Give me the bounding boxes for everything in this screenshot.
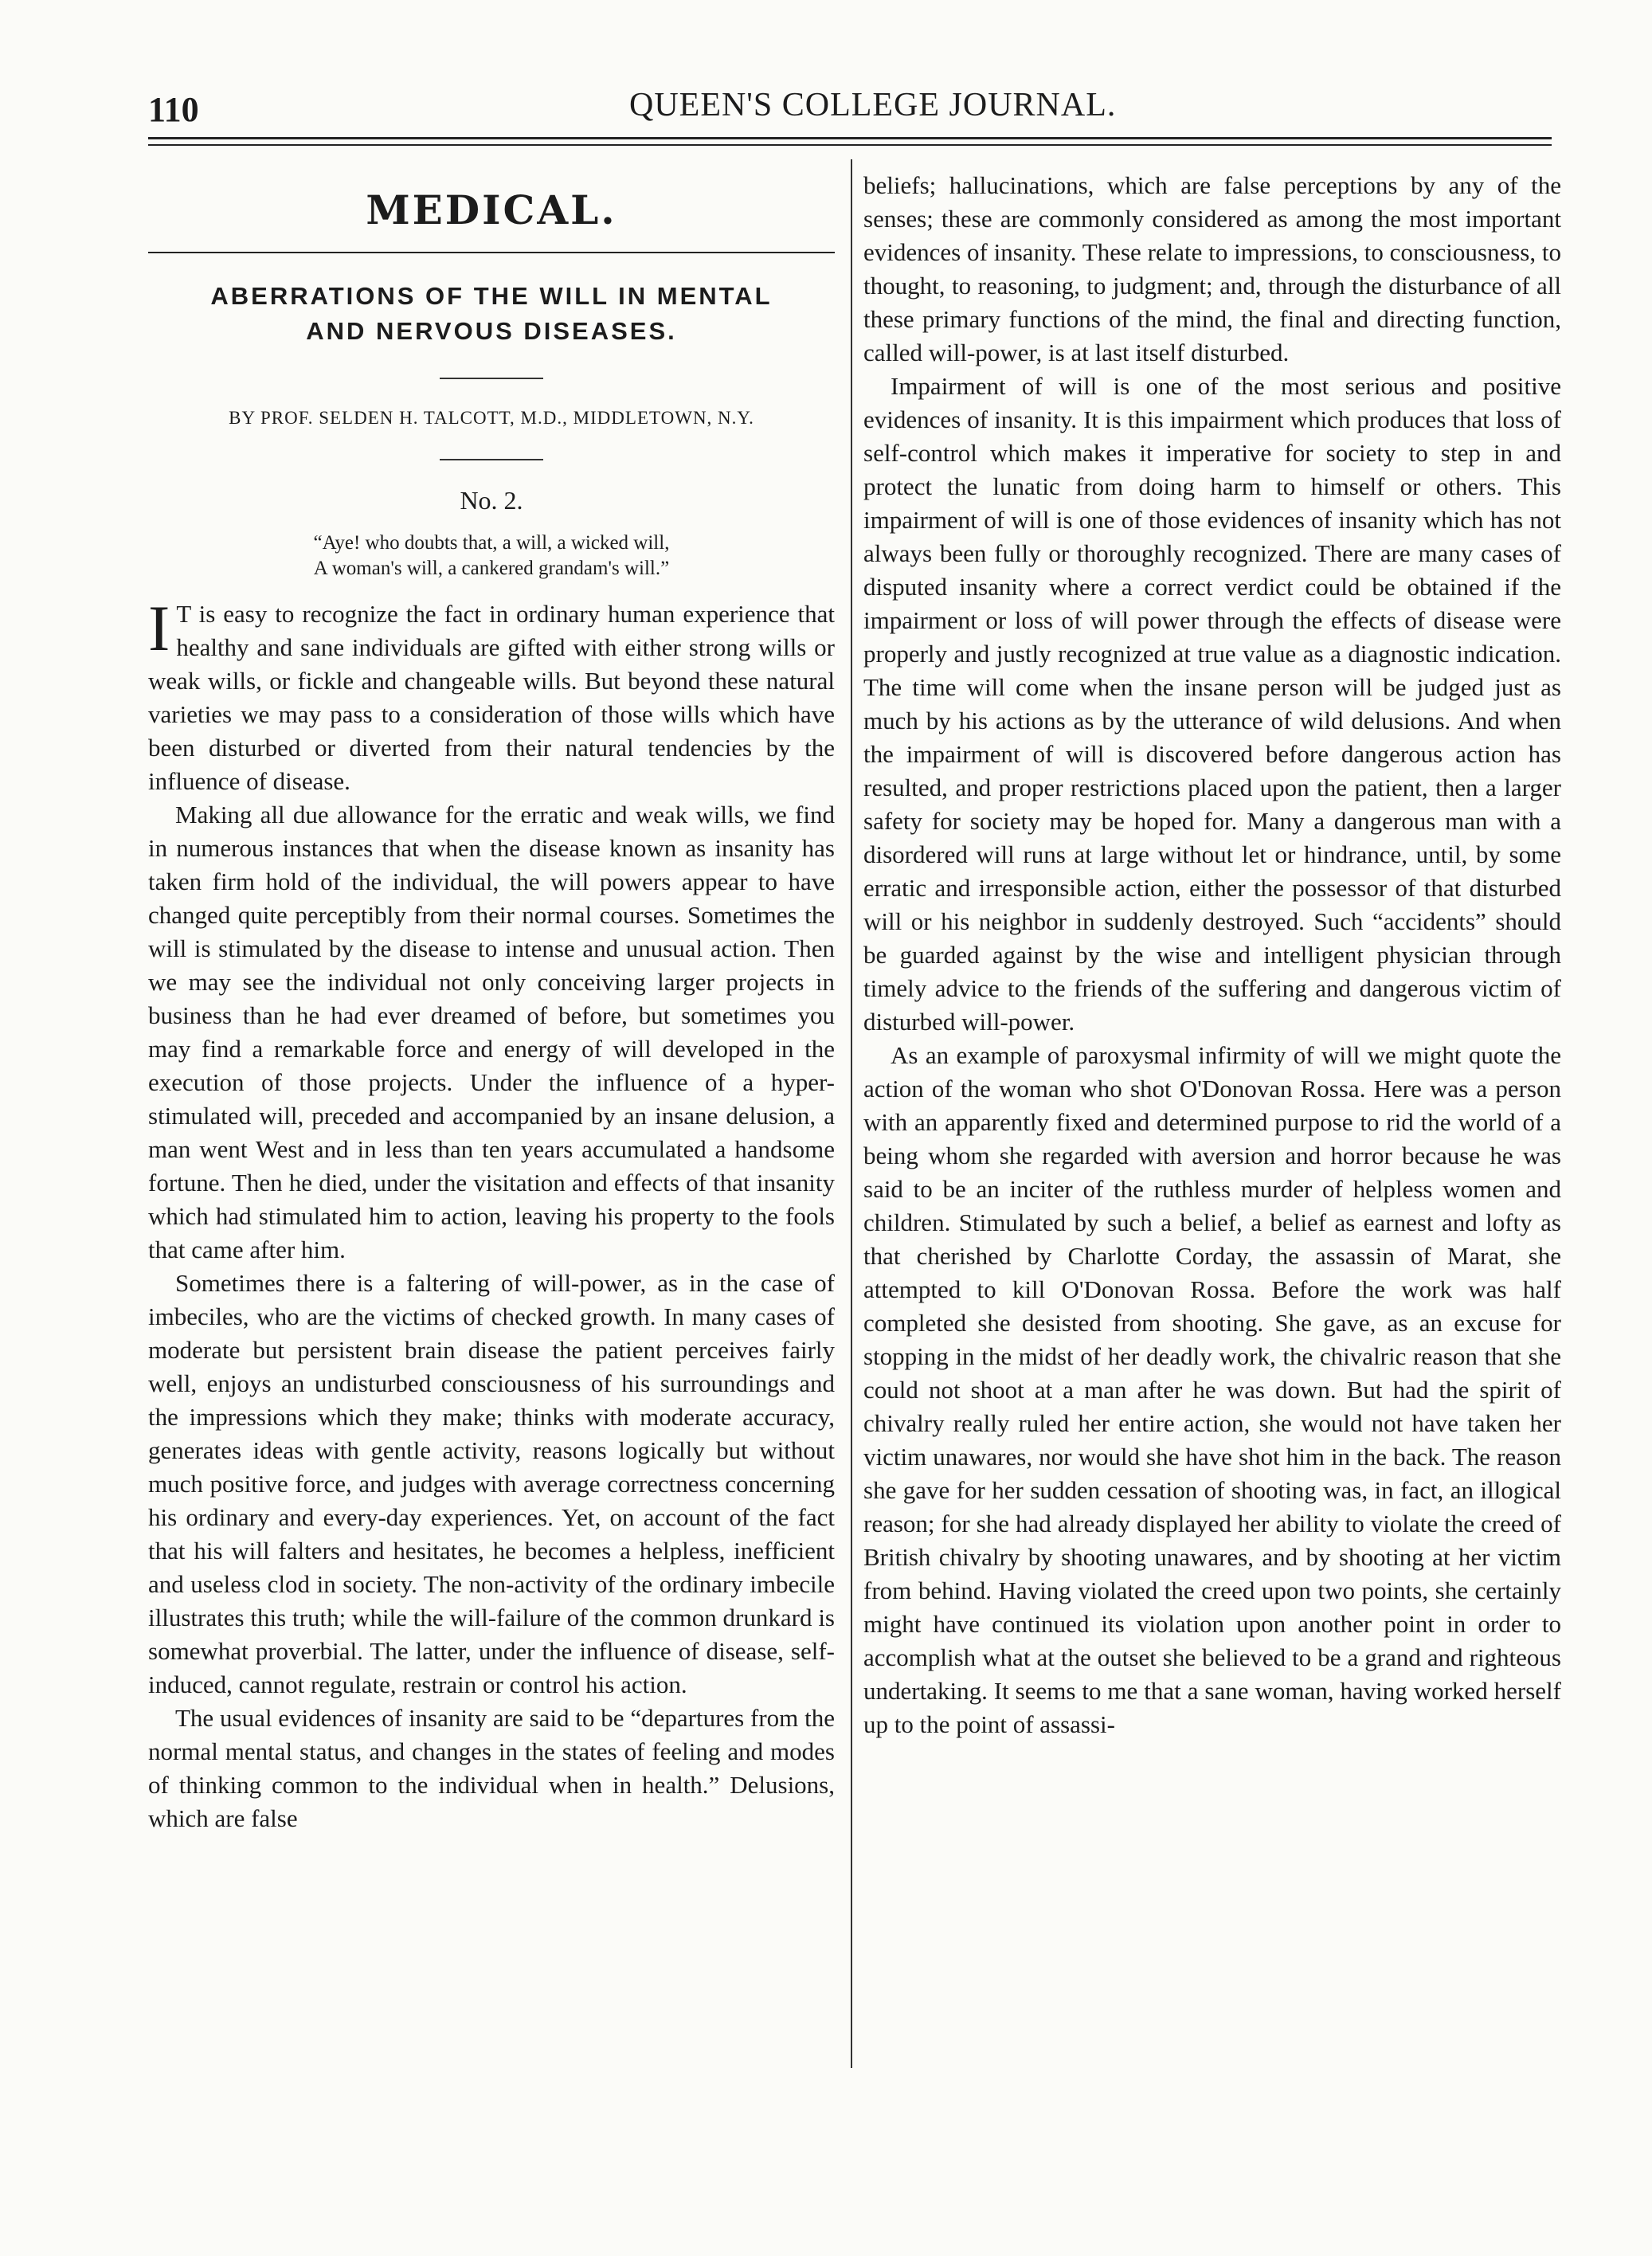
byline-rule [440, 459, 543, 460]
paragraph-3: Sometimes there is a faltering of will-power, as in the case of imbeciles, who are the victims of checked growth. In many cases of moderate but persistent brain disease the patient perceives fairly well, enjoys an undisturbed consciousness of his surroundings and the impressions which they make; thinks with moderate accuracy, generates ideas with gentle activity, reasons logically but without much positive force, and judges with average correctness concerning his ordinary and every-day experiences. Yet, on account of the fact that his will falters and hesitates, he becomes a helpless, inefficient and useless clod in society. The non-activity of the ordinary imbecile illustrates this truth; while the will-failure of the common drunkard is somewhat proverbial. The latter, under the influence of disease, self-induced, cannot regulate, restrain or control his action. [148, 1269, 835, 1698]
section-title: MEDICAL. [366, 186, 617, 233]
section-rule [148, 252, 835, 253]
left-column [148, 167, 835, 1835]
header-rule-top [148, 137, 1552, 139]
epigraph-line-1: “Aye! who doubts that, a will, a wicked will, [313, 532, 670, 554]
paragraph-4: The usual evidences of insanity are said to be “departures from the normal mental status, and changes in the states of feeling and modes of thinking common to the individual when in health.” Delusions, which are false [148, 1704, 835, 1832]
paragraph-1-text: T is easy to recognize the fact in ordinary human experience that healthy and sane individuals are gifted with either strong wills or weak wills, or fickle and changeable wills. But beyond these natural varieties we may pass to a consideration of those wills which have been disturbed or diverted from their natural tendencies by the influence of disease. [148, 600, 835, 795]
running-head-title: QUEEN'S COLLEGE JOURNAL. [629, 87, 1117, 123]
header-rule-bottom [148, 144, 1552, 146]
article-title [148, 279, 835, 349]
paragraph-1 [148, 592, 835, 798]
paragraph-2: Making all due allowance for the erratic and weak wills, we find in numerous instances that when the disease known as insanity has taken firm hold of the individual, the will powers appear to have changed quite perceptibly from their normal courses. Sometimes the will is stimulated by the disease to intense and unusual action. Then we may see the individual not only conceiving larger projects in business than he had ever dreamed of before, but sometimes you may find a remarkable force and energy of will developed in the execution of those projects. Under the influence of a hyper-stimulated will, preceded and accompanied by an insane delusion, a man went West and in less than ten years accumulated a handsome fortune. Then he died, under the visitation and effects of that insanity which had stimulated him to action, leaving his property to the fools that came after him. [148, 801, 835, 1263]
paragraph-7: As an example of paroxysmal infirmity of will we might quote the action of the woman who shot O'Donovan Rossa. Here was a person with an apparently fixed and determined purpose to rid the world of a being whom she regarded with aversion and horror because he was said to be an inciter of the ruthless murder of helpless women and children. Stimulated by such a belief, a belief as earnest and lofty as that cherished by Charlotte Corday, the assassin of Marat, she attempted to kill O'Donovan Rossa. Before the work was half completed she desisted from shooting. She gave, as an excuse for stopping in the midst of her deadly work, the chivalric reason that she could not shoot at a man after he was down. But had the spirit of chivalry really ruled her entire action, she would not have taken her victim unawares, nor would she have shot him in the back. The reason she gave for her sudden cessation of shooting was, in fact, an illogical reason; for she had already displayed her ability to violate the creed of British chivalry by shooting unawares, and by shooting at her victim from behind. Having violated the creed upon two points, she certainly might have continued its violation upon another point in order to accomplish what at the outset she believed to be a grand and righteous undertaking. It seems to me that a sane woman, having worked herself up to the point of assassi- [863, 1041, 1561, 1738]
right-column [863, 169, 1561, 1741]
paragraph-5: beliefs; hallucinations, which are false perceptions by any of the senses; these are commonly considered as among the most important evidences of insanity. These relate to impressions, to consciousness, to thought, to reasoning, to judgment; and, through the disturbance of all these primary functions of the mind, the final and directing function, called will-power, is at last itself disturbed. [863, 171, 1561, 366]
paragraph-6: Impairment of will is one of the most serious and positive evidences of insanity. It is this impairment which produces that loss of self-control which makes it imperative for society to step in and protect the lunatic from doing harm to himself or others. This impairment of will is one of those evidences of insanity which has not always been fully or thoroughly recognized. There are many cases of disputed insanity where a correct verdict could be obtained if the impairment or loss of will power through the effects of disease were properly and justly recognized at true value as a diagnostic indication. The time will come when the insane person will be judged just as much by his actions as by the utterance of wild delusions. And when the impairment of will is discovered before dangerous action has resulted, and proper restrictions placed upon the patient, then a larger safety for society may be hoped for. Many a dangerous man with a disordered will runs at large without let or hindrance, until, by some erratic and irresponsible action, either the possessor of that disturbed will or his neighbor in suddenly destroyed. Such “accidents” should be guarded against by the wise and intelligent physician through timely advice to the friends of the suffering and dangerous victim of disturbed will-power. [863, 372, 1561, 1036]
byline: BY PROF. SELDEN H. TALCOTT, M.D., MIDDLETOWN, N.Y. [229, 408, 754, 428]
column-divider [851, 159, 852, 2068]
article-number: No. 2. [460, 486, 523, 515]
page-number: 110 [148, 90, 199, 129]
article-title-line-1: ABERRATIONS OF THE WILL IN MENTAL [210, 282, 773, 310]
epigraph [148, 531, 835, 582]
article-title-line-2: AND NERVOUS DISEASES. [306, 317, 677, 345]
epigraph-line-2: A woman's will, a cankered grandam's will.” [313, 558, 670, 579]
drop-cap: I [148, 592, 170, 664]
title-rule [440, 378, 543, 379]
